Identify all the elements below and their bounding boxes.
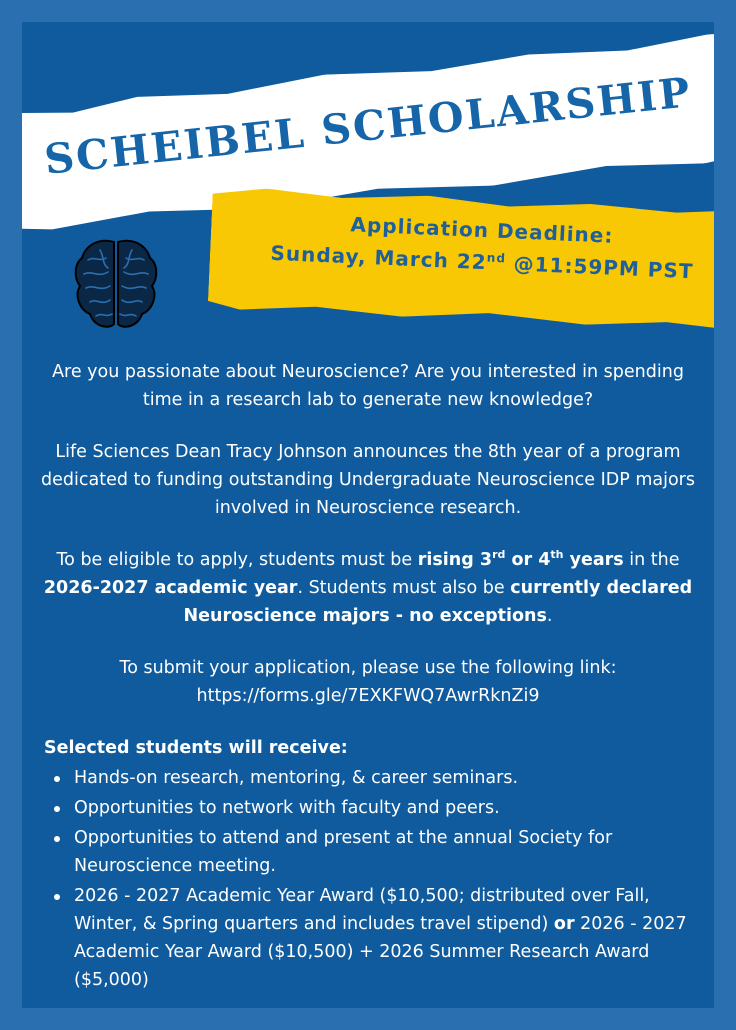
benefit-alt-award: 2026 - 2027 Academic Year Award ($10,500) + 2026 Summer Research Award ($5,000) bbox=[74, 914, 687, 990]
deadline-time: @11:59PM PST bbox=[513, 251, 694, 284]
benefit-item: Opportunities to network with faculty and peers. bbox=[52, 794, 700, 822]
application-link[interactable]: https://forms.gle/7EXKFWQ7AwrRknZi9 bbox=[196, 686, 540, 706]
announcement-paragraph: Life Sciences Dean Tracy Johnson announces the 8th year of a program dedicated to funding outstanding Undergraduate Neuroscience IDP majors involved in Neuroscience research. bbox=[41, 442, 695, 518]
submission-text: To submit your application, please use the following link: bbox=[119, 658, 617, 678]
eligibility-text-1: To be eligible to apply, students must be bbox=[56, 550, 418, 570]
body-content bbox=[22, 358, 714, 996]
benefit-item: Hands-on research, mentoring, & career seminars. bbox=[52, 764, 700, 792]
eligibility-text-2: in the bbox=[623, 550, 680, 570]
eligibility-paragraph bbox=[36, 546, 700, 630]
benefit-item: 2026 - 2027 Academic Year Award ($10,500; distributed over Fall, Winter, & Spring quarters and includes travel stipend) or 2026 - 2027 Academic Year Award ($10,500) + 2026 Summer Research Award ($5,000) bbox=[52, 882, 700, 994]
flyer bbox=[22, 22, 714, 1008]
benefits-list bbox=[22, 764, 714, 994]
benefit-item: Opportunities to attend and present at the annual Society for Neuroscience meeting. bbox=[52, 824, 700, 880]
eligibility-text-4: . bbox=[546, 606, 553, 626]
deadline-date-prefix: Sunday, March 22 bbox=[270, 240, 488, 275]
eligibility-academic-year: 2026-2027 academic year bbox=[43, 578, 298, 598]
intro-paragraph: Are you passionate about Neuroscience? Are you interested in spending time in a research lab to generate new knowledge? bbox=[52, 362, 684, 410]
benefits-heading: Selected students will receive: bbox=[44, 738, 348, 758]
page-title: SCHEIBEL SCHOLARSHIP bbox=[42, 68, 694, 184]
eligibility-text-3: . Students must also be bbox=[297, 578, 511, 598]
submission-paragraph bbox=[36, 654, 700, 710]
eligibility-year-highlight: rising 3rd or 4th years bbox=[417, 548, 624, 570]
deadline-label: Application Deadline: bbox=[350, 212, 614, 248]
brain-icon bbox=[70, 234, 162, 334]
eligibility-major-requirement: currently declared Neuroscience majors - no exceptions bbox=[183, 578, 693, 626]
deadline-date-suffix: nd bbox=[486, 250, 507, 266]
benefit-or: or bbox=[553, 914, 575, 934]
